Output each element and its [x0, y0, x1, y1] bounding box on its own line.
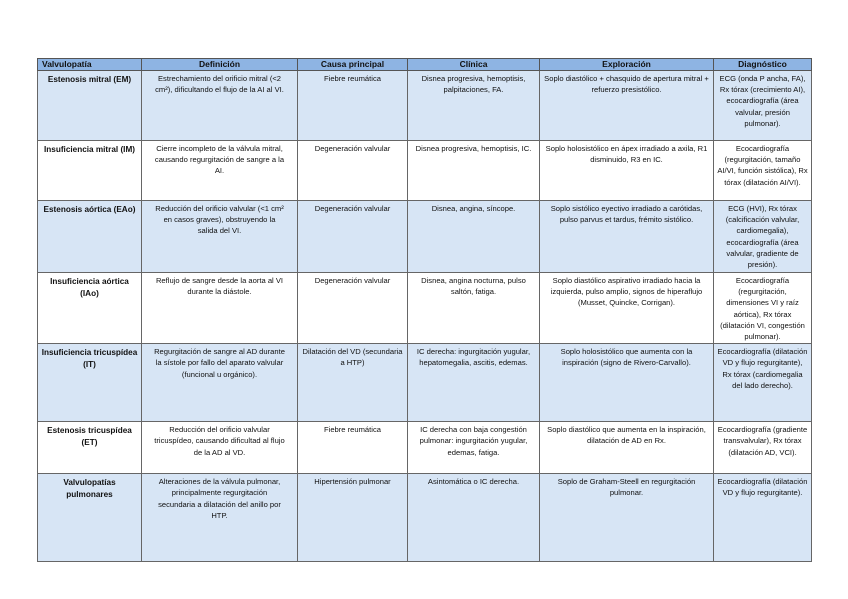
cell-valvulopatia: Estenosis aórtica (EAo) — [38, 201, 142, 273]
cell-valvulopatia: Estenosis tricuspídea (ET) — [38, 422, 142, 474]
cell-diagnostico: Ecocardiografía (dilatación VD y flujo regurgitante), Rx tórax (cardiomegalia del lado derecho). — [714, 344, 812, 422]
cell-diagnostico: Ecocardiografía (gradiente transvalvular), Rx tórax (dilatación AD, VCI). — [714, 422, 812, 474]
cell-causa: Degeneración valvular — [298, 201, 408, 273]
cell-valvulopatia: Insuficiencia aórtica (IAo) — [38, 273, 142, 344]
valvulopathy-table — [37, 58, 812, 562]
cell-definicion: Estrechamiento del orificio mitral (<2 cm²), dificultando el flujo de la AI al VI. — [142, 71, 298, 141]
cell-causa: Degeneración valvular — [298, 273, 408, 344]
cell-definicion: Regurgitación de sangre al AD durante la sístole por fallo del aparato valvular (funcional u orgánico). — [142, 344, 298, 422]
cell-diagnostico: ECG (onda P ancha, FA), Rx tórax (crecimiento AI), ecocardiografía (área valvular, presión pulmonar). — [714, 71, 812, 141]
cell-definicion: Reflujo de sangre desde la aorta al VI durante la diástole. — [142, 273, 298, 344]
cell-definicion: Cierre incompleto de la válvula mitral, causando regurgitación de sangre a la AI. — [142, 141, 298, 201]
cell-causa: Fiebre reumática — [298, 71, 408, 141]
cell-causa: Hipertensión pulmonar — [298, 474, 408, 562]
cell-definicion: Reducción del orificio valvular tricuspídeo, causando dificultad al flujo de la AD al VD. — [142, 422, 298, 474]
cell-exploracion: Soplo diastólico + chasquido de apertura mitral + refuerzo presistólico. — [540, 71, 714, 141]
cell-causa: Dilatación del VD (secundaria a HTP) — [298, 344, 408, 422]
header-row — [38, 59, 812, 71]
cell-diagnostico: Ecocardiografía (regurgitación, tamaño AI/VI, función sistólica), Rx tórax (dilatación AI/VI). — [714, 141, 812, 201]
cell-definicion: Reducción del orificio valvular (<1 cm² en casos graves), obstruyendo la salida del VI. — [142, 201, 298, 273]
header-exploracion: Exploración — [540, 59, 714, 71]
header-diagnostico: Diagnóstico — [714, 59, 812, 71]
table-row — [38, 201, 812, 273]
cell-clinica: Disnea, angina, síncope. — [408, 201, 540, 273]
header-valvulopatia: Valvulopatía — [38, 59, 142, 71]
cell-clinica: Asintomática o IC derecha. — [408, 474, 540, 562]
cell-clinica: Disnea progresiva, hemoptisis, IC. — [408, 141, 540, 201]
cell-diagnostico: Ecocardiografía (regurgitación, dimensiones VI y raíz aórtica), Rx tórax (dilatación VI, congestión pulmonar). — [714, 273, 812, 344]
cell-valvulopatia: Insuficiencia mitral (IM) — [38, 141, 142, 201]
cell-valvulopatia: Insuficiencia tricuspídea (IT) — [38, 344, 142, 422]
cell-clinica: Disnea, angina nocturna, pulso saltón, fatiga. — [408, 273, 540, 344]
cell-exploracion: Soplo holosistólico que aumenta con la inspiración (signo de Rivero-Carvallo). — [540, 344, 714, 422]
table-row — [38, 344, 812, 422]
cell-exploracion: Soplo diastólico aspirativo irradiado hacia la izquierda, pulso amplio, signos de hiperaflujo (Musset, Quincke, Corrigan). — [540, 273, 714, 344]
table-row — [38, 273, 812, 344]
cell-valvulopatia: Estenosis mitral (EM) — [38, 71, 142, 141]
header-clinica: Clínica — [408, 59, 540, 71]
cell-clinica: Disnea progresiva, hemoptisis, palpitaciones, FA. — [408, 71, 540, 141]
cell-clinica: IC derecha: ingurgitación yugular, hepatomegalia, ascitis, edemas. — [408, 344, 540, 422]
cell-exploracion: Soplo holosistólico en ápex irradiado a axila, R1 disminuido, R3 en IC. — [540, 141, 714, 201]
cell-exploracion: Soplo sistólico eyectivo irradiado a carótidas, pulso parvus et tardus, frémito sistólico. — [540, 201, 714, 273]
header-causa: Causa principal — [298, 59, 408, 71]
cell-exploracion: Soplo de Graham-Steell en regurgitación pulmonar. — [540, 474, 714, 562]
table-row — [38, 474, 812, 562]
table-row — [38, 141, 812, 201]
cell-causa: Degeneración valvular — [298, 141, 408, 201]
cell-diagnostico: Ecocardiografía (dilatación VD y flujo regurgitante). — [714, 474, 812, 562]
valvulopathy-table-container — [37, 58, 811, 562]
cell-causa: Fiebre reumática — [298, 422, 408, 474]
table-row — [38, 422, 812, 474]
table-row — [38, 71, 812, 141]
header-definicion: Definición — [142, 59, 298, 71]
cell-exploracion: Soplo diastólico que aumenta en la inspiración, dilatación de AD en Rx. — [540, 422, 714, 474]
cell-valvulopatia: Valvulopatías pulmonares — [38, 474, 142, 562]
cell-clinica: IC derecha con baja congestión pulmonar: ingurgitación yugular, edemas, fatiga. — [408, 422, 540, 474]
cell-diagnostico: ECG (HVI), Rx tórax (calcificación valvular, cardiomegalia), ecocardiografía (área valvular, gradiente de presión). — [714, 201, 812, 273]
cell-definicion: Alteraciones de la válvula pulmonar, principalmente regurgitación secundaria a dilatación del anillo por HTP. — [142, 474, 298, 562]
